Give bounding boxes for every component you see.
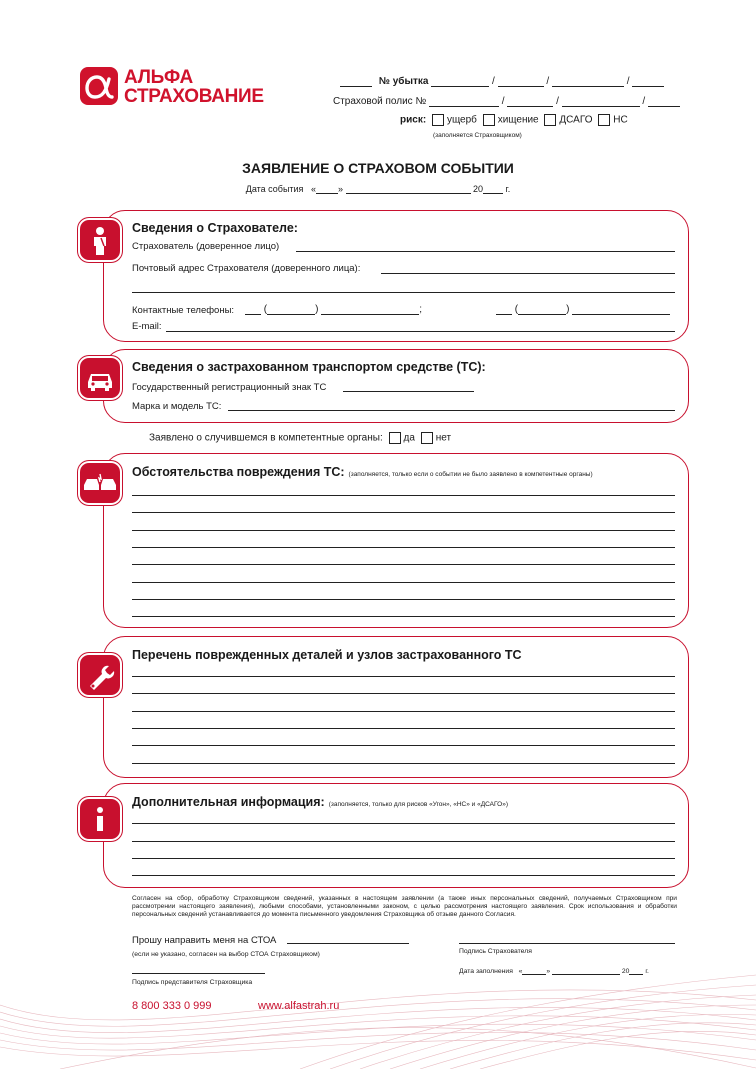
year-prefix: 20 [473,184,484,194]
info-icon [80,799,120,839]
address-field-2[interactable] [132,292,675,293]
circumstances-title: Обстоятельства повреждения ТС: [132,465,345,479]
fill-quote-open: « [518,968,523,975]
email-label: E-mail: [132,321,162,332]
phone-1-area[interactable] [267,304,315,315]
parts-line-4[interactable] [132,728,675,729]
risk-note: (заполняется Страховщиком) [433,132,522,139]
logo-text: АЛЬФА СТРАХОВАНИЕ [124,67,264,107]
additional-line-1[interactable] [132,823,675,824]
fill-quote-close: » [546,968,551,975]
parts-line-2[interactable] [132,693,675,694]
loss-no-field-3[interactable] [552,76,624,87]
model-label: Марка и модель ТС: [132,401,222,412]
loss-no-field-4[interactable] [632,76,664,87]
circumstances-line-7[interactable] [132,599,675,600]
sto-note: (если не указано, согласен на выбор СТОА Страховщиком) [132,951,320,958]
phone-2-area[interactable] [518,304,566,315]
rep-signature-field[interactable] [132,973,265,974]
circumstances-line-5[interactable] [132,564,675,565]
loss-number-row: № убытка / / / [340,76,664,87]
circumstances-line-4[interactable] [132,547,675,548]
event-date-row [0,184,756,194]
parts-line-3[interactable] [132,711,675,712]
loss-no-label: № убытка [378,76,429,87]
person-icon [80,220,120,260]
fill-year-suffix: г. [645,968,649,975]
fill-date-label: Дата заполнения [459,968,513,975]
phone-2: ( ) [496,304,670,315]
phone-1: ( ) ; [245,304,422,315]
address-label: Почтовый адрес Страхователя (доверенного лица): [132,263,361,274]
phones-label: Контактные телефоны: [132,305,235,316]
policy-field-3[interactable] [562,96,640,107]
loss-no-field-2[interactable] [498,76,544,87]
collision-icon [80,463,120,503]
risk-damage-label: ущерб [446,114,477,126]
reported-no-label: нет [435,432,452,444]
reported-yes-checkbox[interactable] [389,432,401,444]
parts-line-5[interactable] [132,745,675,746]
policy-field-2[interactable] [507,96,553,107]
fill-date-row [459,966,649,975]
additional-line-3[interactable] [132,858,675,859]
additional-note: (заполняется, только для рисков «Угон», «НС» и «ДСАГО») [328,801,508,808]
reported-label: Заявлено о случившемся в компетентные органы: [149,432,383,444]
policy-field-1[interactable] [429,96,499,107]
plate-label: Государственный регистрационный знак ТС [132,382,327,393]
phone-separator: ; [419,304,422,315]
additional-line-2[interactable] [132,841,675,842]
risk-ns-label: НС [613,114,628,126]
fill-year-prefix: 20 [621,968,630,975]
parts-line-1[interactable] [132,676,675,677]
policy-label: Страховой полис № [333,96,427,107]
insured-title: Сведения о Страхователе: [132,221,298,235]
event-month-field[interactable] [346,184,471,194]
additional-title: Дополнительная информация: [132,795,325,809]
event-day-field[interactable] [316,184,338,194]
model-field[interactable] [228,410,675,411]
risk-label: риск: [400,114,427,126]
holder-signature-field[interactable] [459,943,675,944]
quote-close: » [337,184,343,194]
address-field[interactable] [381,273,675,274]
plate-field[interactable] [343,391,474,392]
risk-theft-label: хищение [497,114,539,126]
risk-dsago-checkbox[interactable] [544,114,556,126]
car-icon [80,358,120,398]
circumstances-line-2[interactable] [132,512,675,513]
phone-2-code[interactable] [496,304,512,315]
quote-open: « [310,184,316,194]
event-date-label: Дата события [245,184,304,194]
policy-field-4[interactable] [648,96,680,107]
policy-row: Страховой полис № / / / [333,96,680,107]
phone-1-number[interactable] [321,304,419,315]
additional-line-4[interactable] [132,875,675,876]
risk-ns-checkbox[interactable] [598,114,610,126]
sto-field[interactable] [287,943,409,944]
circumstances-line-3[interactable] [132,530,675,531]
holder-field[interactable] [296,251,675,252]
phone-2-number[interactable] [572,304,670,315]
holder-sign-label: Подпись Страхователя [459,948,532,955]
event-year-field[interactable] [483,184,503,194]
reported-row [149,432,451,444]
sto-label: Прошу направить меня на СТОА [132,935,277,946]
wrench-icon [80,655,120,695]
email-field[interactable] [166,331,675,332]
contact-phone[interactable]: 8 800 333 0 999 [132,1000,212,1012]
phone-1-code[interactable] [245,304,261,315]
rep-sign-label: Подпись представителя Страховщика [132,979,253,986]
logo-icon [80,67,118,105]
fill-day-field[interactable] [522,966,546,975]
risk-theft-checkbox[interactable] [483,114,495,126]
vehicle-title: Сведения о застрахованном транспортом средстве (ТС): [132,360,486,374]
holder-label: Страхователь (доверенное лицо) [132,241,280,252]
circumstances-line-1[interactable] [132,495,675,496]
risk-row [400,114,628,126]
additional-title-row [132,795,508,809]
circumstances-line-8[interactable] [132,616,675,617]
risk-dsago-label: ДСАГО [559,114,593,126]
circumstances-note: (заполняется, только если о событии не было заявлено в компетентные органы) [348,471,593,478]
parts-line-6[interactable] [132,763,675,764]
website-link[interactable]: www.alfastrah.ru [258,1000,340,1012]
year-suffix: г. [505,184,511,194]
circumstances-line-6[interactable] [132,582,675,583]
reported-yes-label: да [403,432,415,444]
loss-no-field-1[interactable] [431,76,489,87]
circumstances-title-row [132,465,593,479]
fill-year-field[interactable] [629,966,643,975]
reported-no-checkbox[interactable] [421,432,433,444]
fill-month-field[interactable] [552,966,620,975]
risk-damage-checkbox[interactable] [432,114,444,126]
damaged-parts-title: Перечень поврежденных деталей и узлов застрахованного ТС [132,648,522,662]
consent-text: Согласен на сбор, обработку Страховщиком сведений, указанных в настоящем заявлении (а также иных персональных сведений, получаемых Страховщиком при рассмотрении настоящего заявления), любыми способами, установленными законом, с целью рассмотрения настоящего заявления. Срок использования и обработки персональных сведений устанавливается до момента письменного уведомления Страховщика об отзыве данного Согласия. [132,895,677,918]
page-title: ЗАЯВЛЕНИЕ О СТРАХОВОМ СОБЫТИИ [242,160,514,176]
circumstances-section [103,453,689,628]
